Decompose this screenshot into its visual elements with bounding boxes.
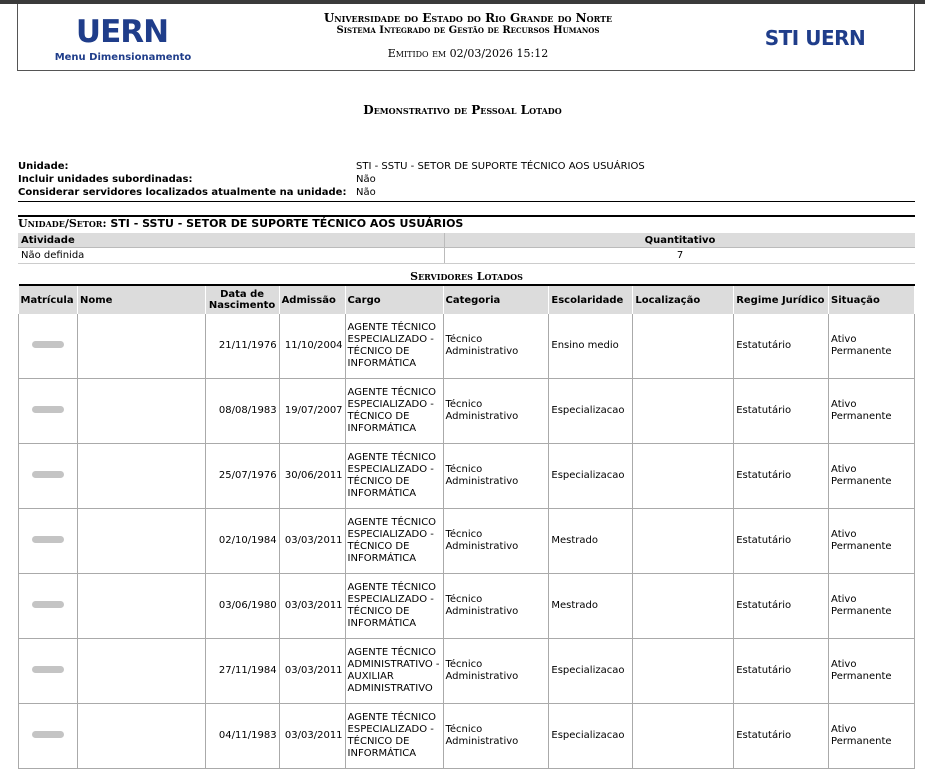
registration-cell <box>19 509 78 574</box>
status-cell: Ativo Permanente <box>829 639 915 704</box>
location-cell <box>633 704 734 769</box>
col-header-localizacao: Localização <box>633 285 734 314</box>
redacted-registration <box>32 601 64 608</box>
admission-date-cell: 03/03/2011 <box>279 704 345 769</box>
activity-table <box>18 233 915 264</box>
birth-date-cell: 02/10/1984 <box>205 509 279 574</box>
header-center <box>268 11 668 60</box>
legal-regime-cell: Estatutário <box>734 444 829 509</box>
unit-label: Unidade/Setor: <box>18 217 107 230</box>
category-cell: Técnico Administrativo <box>443 574 549 639</box>
name-cell <box>77 704 205 769</box>
registration-cell <box>19 639 78 704</box>
admission-date-cell: 11/10/2004 <box>279 314 345 379</box>
table-row <box>19 444 915 509</box>
education-cell: Especializacao <box>549 379 633 444</box>
position-cell: AGENTE TÉCNICO ESPECIALIZADO - TÉCNICO DE INFORMÁTICA <box>345 574 443 639</box>
col-header-quantitativo: Quantitativo <box>445 233 916 248</box>
param-label: Considerar servidores localizados atualmente na unidade: <box>18 187 347 198</box>
param-label: Unidade: <box>18 161 69 172</box>
admission-date-cell: 19/07/2007 <box>279 379 345 444</box>
param-value: Não <box>356 187 376 198</box>
category-cell: Técnico Administrativo <box>443 444 549 509</box>
col-header-nascimento: Data de Nascimento <box>205 285 279 314</box>
col-header-atividade: Atividade <box>18 233 445 248</box>
location-cell <box>633 574 734 639</box>
uern-logo-text: UERN <box>75 16 169 46</box>
sti-uern-logo <box>760 24 870 50</box>
divider <box>18 201 915 202</box>
university-name: Universidade do Estado do Rio Grande do Norte <box>323 11 613 25</box>
col-header-escolaridade: Escolaridade <box>549 285 633 314</box>
admission-date-cell: 03/03/2011 <box>279 574 345 639</box>
name-cell <box>77 379 205 444</box>
legal-regime-cell: Estatutário <box>734 379 829 444</box>
position-cell: AGENTE TÉCNICO ESPECIALIZADO - TÉCNICO DE INFORMÁTICA <box>345 314 443 379</box>
table-row <box>19 379 915 444</box>
uern-logo <box>74 16 170 46</box>
location-cell <box>633 509 734 574</box>
birth-date-cell: 03/06/1980 <box>205 574 279 639</box>
position-cell: AGENTE TÉCNICO ESPECIALIZADO - TÉCNICO DE INFORMÁTICA <box>345 444 443 509</box>
legal-regime-cell: Estatutário <box>734 574 829 639</box>
status-cell: Ativo Permanente <box>829 444 915 509</box>
name-cell <box>77 509 205 574</box>
name-cell <box>77 574 205 639</box>
table-row <box>19 509 915 574</box>
unit-value: STI - SSTU - SETOR DE SUPORTE TÉCNICO AOS USUÁRIOS <box>110 217 464 230</box>
redacted-registration <box>32 666 64 673</box>
registration-cell <box>19 444 78 509</box>
server-rows <box>19 314 915 769</box>
registration-cell <box>19 379 78 444</box>
param-row-unidade <box>18 160 915 173</box>
status-cell: Ativo Permanente <box>829 509 915 574</box>
category-cell: Técnico Administrativo <box>443 509 549 574</box>
col-header-matricula: Matrícula <box>19 285 78 314</box>
education-cell: Mestrado <box>549 574 633 639</box>
category-cell: Técnico Administrativo <box>443 379 549 444</box>
redacted-registration <box>32 341 64 348</box>
legal-regime-cell: Estatutário <box>734 314 829 379</box>
redacted-registration <box>32 536 64 543</box>
registration-cell <box>19 704 78 769</box>
location-cell <box>633 314 734 379</box>
param-value: STI - SSTU - SETOR DE SUPORTE TÉCNICO AOS USUÁRIOS <box>356 161 645 172</box>
name-cell <box>77 314 205 379</box>
position-cell: AGENTE TÉCNICO ESPECIALIZADO - TÉCNICO DE INFORMÁTICA <box>345 509 443 574</box>
activity-name: Não definida <box>18 248 445 264</box>
category-cell: Técnico Administrativo <box>443 639 549 704</box>
education-cell: Especializacao <box>549 704 633 769</box>
table-row <box>19 704 915 769</box>
admission-date-cell: 30/06/2011 <box>279 444 345 509</box>
redacted-registration <box>32 731 64 738</box>
param-label: Incluir unidades subordinadas: <box>18 174 193 185</box>
table-header-row <box>19 285 915 314</box>
location-cell <box>633 639 734 704</box>
education-cell: Ensino medio <box>549 314 633 379</box>
registration-cell <box>19 574 78 639</box>
table-row <box>19 314 915 379</box>
education-cell: Mestrado <box>549 509 633 574</box>
redacted-registration <box>32 406 64 413</box>
birth-date-cell: 04/11/1983 <box>205 704 279 769</box>
table-row <box>19 574 915 639</box>
name-cell <box>77 639 205 704</box>
table-row <box>18 248 915 264</box>
report-title: Demonstrativo de Pessoal Lotado <box>363 103 562 117</box>
category-cell: Técnico Administrativo <box>443 314 549 379</box>
status-cell: Ativo Permanente <box>829 379 915 444</box>
category-cell: Técnico Administrativo <box>443 704 549 769</box>
position-cell: AGENTE TÉCNICO ESPECIALIZADO - TÉCNICO DE INFORMÁTICA <box>345 379 443 444</box>
position-cell: AGENTE TÉCNICO ESPECIALIZADO - TÉCNICO DE INFORMÁTICA <box>345 704 443 769</box>
position-cell: AGENTE TÉCNICO ADMINISTRATIVO - AUXILIAR ADMINISTRATIVO <box>345 639 443 704</box>
education-cell: Especializacao <box>549 639 633 704</box>
birth-date-cell: 21/11/1976 <box>205 314 279 379</box>
servers-table <box>18 284 915 769</box>
param-row-localizados <box>18 186 915 199</box>
birth-date-cell: 25/07/1976 <box>205 444 279 509</box>
birth-date-cell: 08/08/1983 <box>205 379 279 444</box>
col-header-categoria: Categoria <box>443 285 549 314</box>
col-header-admissao: Admissão <box>279 285 345 314</box>
col-header-cargo: Cargo <box>345 285 443 314</box>
activity-count: 7 <box>445 248 916 264</box>
param-row-subordinadas <box>18 173 915 186</box>
report-parameters <box>18 160 915 199</box>
servers-title: Servidores Lotados <box>410 270 523 283</box>
legal-regime-cell: Estatutário <box>734 639 829 704</box>
admission-date-cell: 03/03/2011 <box>279 509 345 574</box>
emitted-date: Emitido em 02/03/2026 15:12 <box>387 47 549 60</box>
admission-date-cell: 03/03/2011 <box>279 639 345 704</box>
table-row <box>19 639 915 704</box>
location-cell <box>633 379 734 444</box>
col-header-nome: Nome <box>77 285 205 314</box>
education-cell: Especializacao <box>549 444 633 509</box>
table-header-row <box>18 233 915 248</box>
status-cell: Ativo Permanente <box>829 574 915 639</box>
col-header-situacao: Situação <box>829 285 915 314</box>
name-cell <box>77 444 205 509</box>
sti-uern-logo-text: STI UERN <box>764 26 866 50</box>
status-cell: Ativo Permanente <box>829 314 915 379</box>
status-cell: Ativo Permanente <box>829 704 915 769</box>
menu-dimensionamento-link[interactable]: Menu Dimensionamento <box>54 52 192 63</box>
param-value: Não <box>356 174 376 185</box>
redacted-registration <box>32 471 64 478</box>
birth-date-cell: 27/11/1984 <box>205 639 279 704</box>
unit-heading <box>18 217 915 230</box>
legal-regime-cell: Estatutário <box>734 509 829 574</box>
system-name: Sistema Integrado de Gestão de Recursos Humanos <box>336 25 600 36</box>
registration-cell <box>19 314 78 379</box>
report-header <box>17 4 915 71</box>
col-header-regime: Regime Jurídico <box>734 285 829 314</box>
legal-regime-cell: Estatutário <box>734 704 829 769</box>
location-cell <box>633 444 734 509</box>
